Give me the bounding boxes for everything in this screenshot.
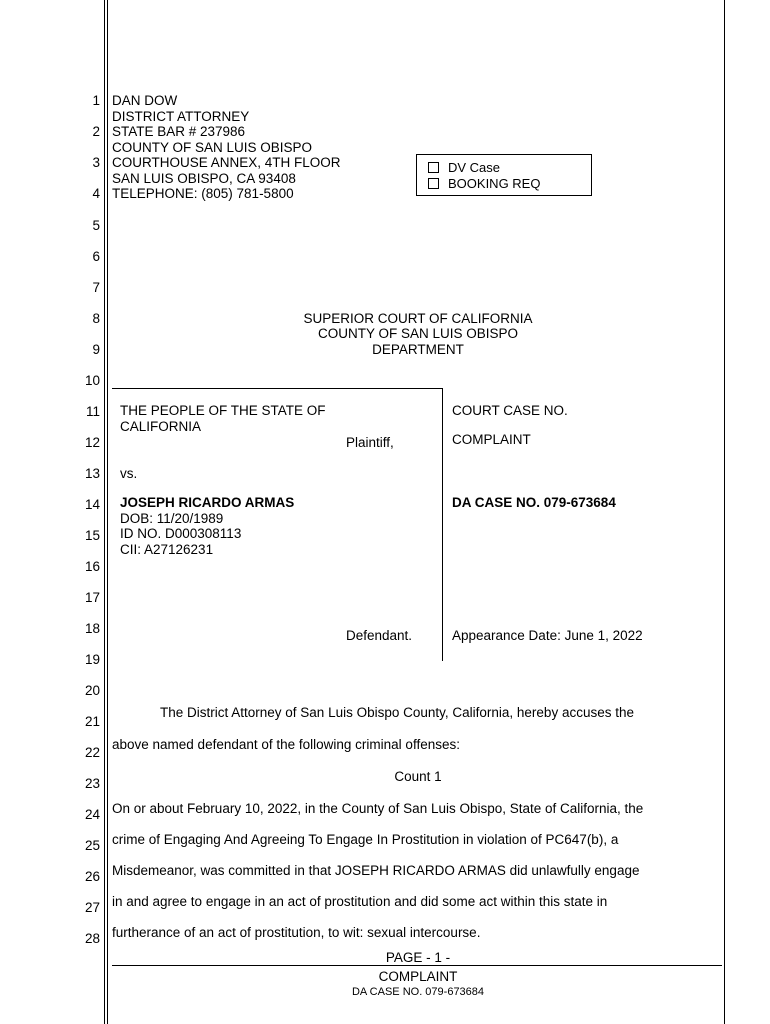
line-number: 17 [84,590,100,605]
dv-case-checkbox[interactable] [428,162,439,173]
line-number: 10 [84,373,100,388]
line-number: 22 [84,745,100,760]
line-number: 24 [84,807,100,822]
footer-case-no: DA CASE NO. 079-673684 [351,986,485,998]
caption-divider [442,388,443,661]
booking-req-checkbox[interactable] [428,178,439,189]
line-number: 28 [84,931,100,946]
line-number: 8 [92,311,100,326]
line-number: 4 [92,186,100,201]
case-flags-box [416,154,592,196]
right-margin-rule [724,0,725,1024]
versus: vs. [120,466,138,481]
address-line1: COURTHOUSE ANNEX, 4TH FLOOR [112,155,341,170]
line-number: 6 [92,249,100,264]
line-number: 13 [84,466,100,481]
defendant-label: Defendant. [346,628,413,643]
body-line-26: Misdemeanor, was committed in that JOSEPH RICARDO ARMAS did unlawfully engage [112,863,640,878]
court-county: COUNTY OF SAN LUIS OBISPO [317,326,519,341]
booking-req-row [428,176,540,191]
body-line-28: furtherance of an act of prostitution, to wit: sexual intercourse. [112,925,481,940]
line-number: 15 [84,528,100,543]
footer-title: COMPLAINT [378,969,458,984]
telephone: TELEPHONE: (805) 781-5800 [112,186,294,201]
line-number: 3 [92,155,100,170]
county: COUNTY OF SAN LUIS OBISPO [112,139,313,155]
attorney-name: DAN DOW [112,93,178,108]
booking-req-label: BOOKING REQ [448,176,541,191]
line-number: 7 [92,280,100,295]
body-line-24: On or about February 10, 2022, in the County of San Luis Obispo, State of California, the [112,801,644,816]
left-margin-rule-outer [104,0,105,1024]
line-number: 18 [84,621,100,636]
state-bar: STATE BAR # 237986 [112,124,246,139]
line-number: 27 [84,900,100,915]
line-number: 20 [84,683,100,698]
dv-case-row [428,160,500,175]
body-line-22: above named defendant of the following criminal offenses: [112,737,460,752]
left-margin-rule-inner [107,0,108,1024]
body-line-21: The District Attorney of San Luis Obispo County, California, hereby accuses the [160,705,634,720]
da-case-no: DA CASE NO. 079-673684 [452,495,616,510]
defendant-dob: DOB: 11/20/1989 [120,511,224,526]
address-line2: SAN LUIS OBISPO, CA 93408 [112,170,296,186]
defendant-name: JOSEPH RICARDO ARMAS [120,495,295,510]
line-number: 5 [92,218,100,233]
line-number: 11 [85,404,100,419]
court-case-no: COURT CASE NO. [452,403,568,418]
line-number: 21 [84,714,100,729]
footer-rule [112,965,722,966]
defendant-id: ID NO. D000308113 [120,526,242,541]
plaintiff-name-line2: CALIFORNIA [120,419,202,434]
page-number: PAGE - 1 - [385,950,451,965]
caption-top-rule [112,388,443,389]
plaintiff-name-line1: THE PEOPLE OF THE STATE OF [120,403,326,418]
line-number: 23 [84,776,100,791]
line-number: 9 [92,342,100,357]
line-number: 1 [92,93,100,108]
document-type: COMPLAINT [452,432,531,447]
line-number: 19 [84,652,100,667]
appearance-date: Appearance Date: June 1, 2022 [452,628,643,643]
court-department: DEPARTMENT [372,342,464,357]
line-number: 12 [84,435,100,450]
line-number: 16 [84,559,100,574]
body-line-25: crime of Engaging And Agreeing To Engage In Prostitution in violation of PC647(b), a [112,832,619,847]
line-number: 14 [84,497,100,512]
defendant-cii: CII: A27126231 [120,542,214,557]
court-name: SUPERIOR COURT OF CALIFORNIA [303,311,533,326]
line-number: 25 [84,838,100,853]
line-number: 26 [84,869,100,884]
count-heading: Count 1 [394,769,442,784]
attorney-title: DISTRICT ATTORNEY [112,108,250,124]
dv-case-label: DV Case [448,160,501,175]
plaintiff-label: Plaintiff, [346,435,394,450]
body-line-27: in and agree to engage in an act of prostitution and did some act within this state in [112,894,608,909]
line-number: 2 [92,124,100,139]
